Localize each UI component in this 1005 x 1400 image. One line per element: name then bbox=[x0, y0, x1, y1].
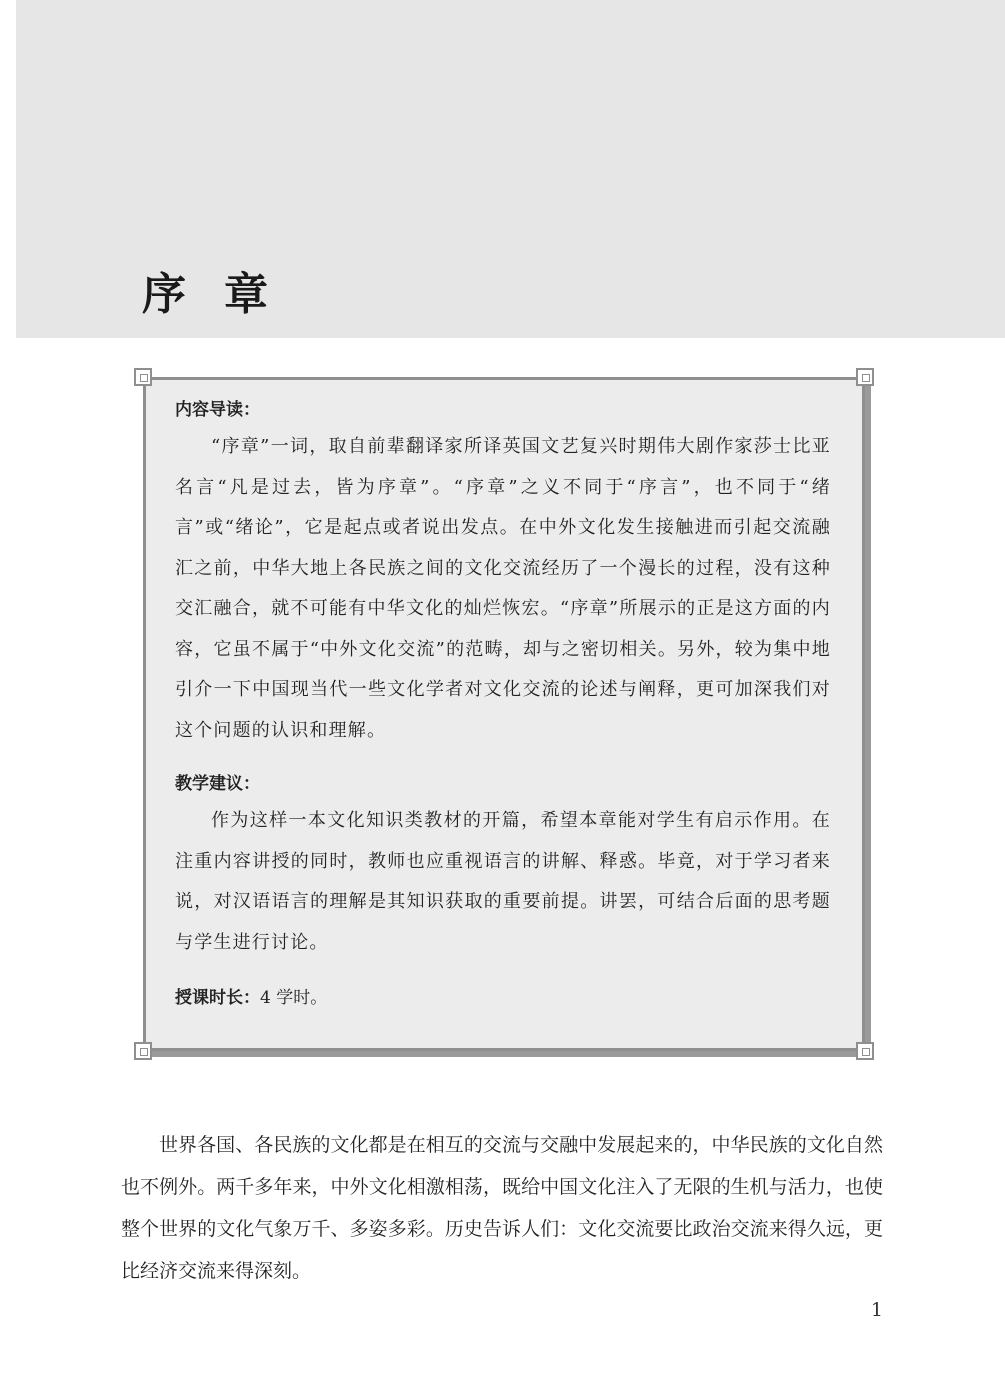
teaching-advice-paragraph: 作为这样一本文化知识类教材的开篇，希望本章能对学生有启示作用。在注重内容讲授的同时，教师也应重视语言的讲解、释惑。毕竟，对于学习者来说，对汉语语言的理解是其知识获取的重要前提。讲罢，可结合后面的思考题与学生进行讨论。 bbox=[175, 810, 831, 953]
duration-label: 授课时长： bbox=[175, 988, 260, 1008]
corner-ornament-icon bbox=[856, 368, 874, 386]
corner-ornament-icon bbox=[134, 368, 152, 386]
duration-value: 4 学时。 bbox=[260, 988, 328, 1008]
intro-content bbox=[175, 393, 831, 1015]
duration-line bbox=[175, 981, 831, 1015]
content-guide-paragraph: “序章”一词，取自前辈翻译家所译英国文艺复兴时期伟大剧作家莎士比亚名言“凡是过去，皆为序章”。“序章”之义不同于“序言”，也不同于“绪言”或“绪论”，它是起点或者说出发点。在中外文化发生接触进而引起交流融汇之前，中华大地上各民族之间的文化交流经历了一个漫长的过程，没有这种交汇融合，就不可能有中华文化的灿烂恢宏。“序章”所展示的正是这方面的内容，它虽不属于“中外文化交流”的范畴，却与之密切相关。另外，较为集中地引介一下中国现当代一些文化学者对文化交流的论述与阐释，更可加深我们对这个问题的认识和理解。 bbox=[175, 436, 831, 741]
chapter-title: 序章 bbox=[142, 269, 306, 320]
corner-ornament-icon bbox=[134, 1042, 152, 1060]
content-guide-heading: 内容导读： bbox=[175, 400, 260, 420]
teaching-advice-heading: 教学建议： bbox=[175, 774, 260, 794]
body-paragraph: 世界各国、各民族的文化都是在相互的交流与交融中发展起来的，中华民族的文化自然也不例外。两千多年来，中外文化相激相荡，既给中国文化注入了无限的生机与活力，也使整个世界的文化气象万千、多姿多彩。历史告诉人们：文化交流要比政治交流来得久远，更比经济交流来得深刻。 bbox=[121, 1134, 883, 1282]
corner-ornament-icon bbox=[856, 1042, 874, 1060]
intro-frame bbox=[143, 377, 865, 1051]
page-number: 1 bbox=[870, 1299, 883, 1321]
